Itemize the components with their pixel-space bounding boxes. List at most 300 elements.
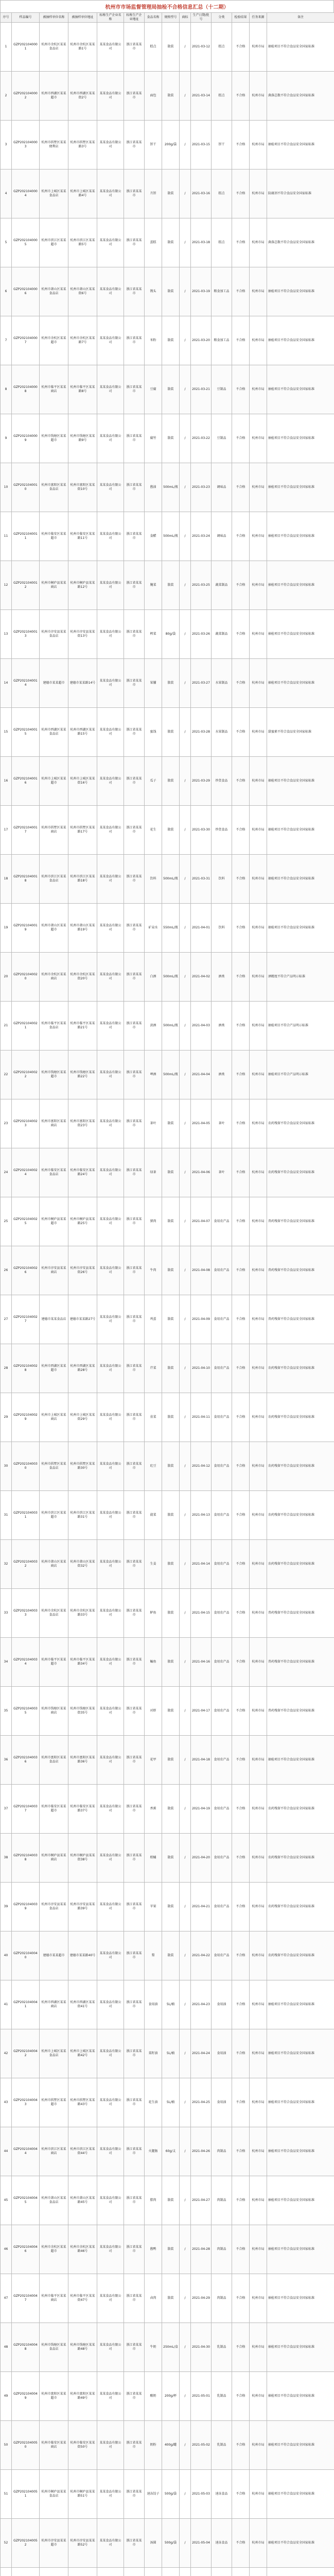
table-cell: /: [180, 23, 191, 72]
table-cell: 某某食品有限公司: [97, 659, 124, 708]
table-cell: 散装: [162, 1197, 180, 1246]
table-cell: 杭州市局: [250, 2078, 267, 2127]
table-cell: 2021-03-18: [191, 218, 212, 267]
table-cell: 杭州市临平区某某食品店: [40, 1002, 68, 1050]
table-cell: 杭州市局: [250, 2470, 267, 2519]
table-cell: GZP2021040004: [12, 170, 40, 218]
table-cell: 饼干: [212, 121, 232, 170]
table-cell: 食用农产品: [212, 1687, 232, 1736]
table-cell: 杭州市余杭区某某路33号: [68, 1589, 97, 1638]
table-cell: /: [180, 267, 191, 316]
table-cell: 某某食品有限公司: [97, 2274, 124, 2323]
table-cell: 500mL/瓶: [162, 1002, 180, 1050]
table-row: [1, 1931, 334, 1980]
table-cell: 白酒: [145, 953, 162, 1002]
table-cell: 2021-03-22: [191, 414, 212, 463]
table-cell: 浙江省某某市: [124, 316, 145, 365]
table-cell: 不合格: [232, 1883, 250, 1931]
table-cell: 杭州市上城区某某食品店: [40, 170, 68, 218]
table-cell: 某某食品有限公司: [97, 1736, 124, 1785]
table-cell: 杭州市局: [250, 2519, 267, 2568]
column-header: 被抽样单位名称: [40, 13, 68, 23]
table-cell: 浙江省某某市: [124, 1834, 145, 1883]
table-cell: [212, 2568, 232, 2576]
table-cell: 2021-04-12: [191, 1442, 212, 1491]
table-cell: 某某食品有限公司: [97, 1002, 124, 1050]
table-cell: 抽检项目不符合食品安全国家标准: [267, 463, 334, 512]
table-cell: 牛奶: [145, 2323, 162, 2372]
table-cell: 杭州市局: [250, 561, 267, 610]
table-row: [1, 1540, 334, 1589]
table-cell: 不合格: [232, 1589, 250, 1638]
table-cell: 散装: [162, 72, 180, 121]
table-cell: 杭州市临安区某某超市: [40, 512, 68, 561]
table-cell: 不合格: [232, 2078, 250, 2127]
table-cell: 浙江省某某市: [124, 2274, 145, 2323]
table-row: [1, 72, 334, 121]
table-row: [1, 1246, 334, 1295]
table-cell: 2021-04-25: [191, 2078, 212, 2127]
table-cell: 某某食品有限公司: [97, 1931, 124, 1980]
table-cell: 食用农产品: [212, 1197, 232, 1246]
table-cell: 散装: [162, 1931, 180, 1980]
table-cell: 不合格: [232, 2176, 250, 2225]
table-cell: 某某食品有限公司: [97, 2421, 124, 2470]
table-cell: /: [180, 1736, 191, 1785]
table-cell: 浙江省某某市: [124, 2029, 145, 2078]
table-cell: 牛肉: [145, 1246, 162, 1295]
table-cell: 散装: [162, 1099, 180, 1148]
table-cell: 杭州市余杭区某某路1号: [68, 23, 97, 72]
table-cell: 杭州市余杭区某某超市: [40, 316, 68, 365]
table-cell: 抽检项目不符合食品安全国家标准: [267, 610, 334, 659]
table-cell: GZP2021040047: [12, 2274, 40, 2323]
table-cell: 散装: [162, 561, 180, 610]
table-cell: 食用农产品: [212, 1491, 232, 1540]
table-cell: 粮食加工品: [212, 316, 232, 365]
table-cell: 2021-03-28: [191, 708, 212, 757]
table-cell: 肉制品: [212, 2176, 232, 2225]
table-cell: 某某食品有限公司: [97, 2127, 124, 2176]
table-cell: 粮食加工品: [212, 267, 232, 316]
table-cell: 馒头: [145, 267, 162, 316]
table-cell: 杭州市局: [250, 365, 267, 414]
table-cell: 矿泉水: [145, 904, 162, 953]
table-row: [1, 1980, 334, 2029]
table-cell: 腐竹: [145, 414, 162, 463]
table-row: [1, 2127, 334, 2176]
table-row: [1, 463, 334, 512]
column-header: 序号: [1, 13, 12, 23]
table-cell: 不合格: [232, 2323, 250, 2372]
table-cell: 速冻食品: [212, 2470, 232, 2519]
table-cell: 建德市某某食品店: [40, 1295, 68, 1344]
table-cell: 浙江省某某市: [124, 512, 145, 561]
table-cell: 杭州市局: [250, 316, 267, 365]
table-cell: 不合格: [232, 1050, 250, 1099]
table-cell: 23: [1, 1099, 12, 1148]
table-cell: 汤圆: [145, 2519, 162, 2568]
table-cell: /: [180, 757, 191, 806]
table-cell: 韭菜: [145, 1393, 162, 1442]
table-cell: /: [180, 904, 191, 953]
table-cell: GZP2021040020: [12, 953, 40, 1002]
table-cell: 10: [1, 463, 12, 512]
table-cell: 浙江省某某市: [124, 904, 145, 953]
table-cell: 农药残留不符合食品安全国家标准: [267, 1442, 334, 1491]
table-cell: 杭州市淳安县某某食品店: [40, 610, 68, 659]
table-cell: 11: [1, 512, 12, 561]
table-cell: 茶叶: [212, 1148, 232, 1197]
table-cell: 农药残留不符合食品安全国家标准: [267, 1099, 334, 1148]
table-cell: 杭州市局: [250, 2127, 267, 2176]
table-cell: 某某食品有限公司: [97, 316, 124, 365]
table-cell: 某某食品有限公司: [97, 2519, 124, 2568]
table-cell: /: [180, 855, 191, 904]
table-cell: 杭州市富阳区某某商店: [40, 1099, 68, 1148]
table-cell: 46: [1, 2225, 12, 2274]
table-cell: 浙江省某某市: [124, 1197, 145, 1246]
table-cell: 面包: [145, 72, 162, 121]
table-cell: 不合格: [232, 365, 250, 414]
table-cell: 41: [1, 1980, 12, 2029]
table-cell: 食用农产品: [212, 1931, 232, 1980]
table-cell: 浙江省某某市: [124, 1883, 145, 1931]
table-cell: 某某食品有限公司: [97, 953, 124, 1002]
table-cell: 2021-04-07: [191, 1197, 212, 1246]
table-cell: 杭州市滨江区某某路31号: [68, 1491, 97, 1540]
table-cell: 2021-04-03: [191, 1002, 212, 1050]
table-cell: 散装: [162, 1148, 180, 1197]
table-cell: 2021-03-14: [191, 72, 212, 121]
table-cell: /: [180, 2372, 191, 2421]
table-cell: 5L/桶: [162, 2078, 180, 2127]
table-cell: 52: [1, 2519, 12, 2568]
table-cell: 2021-03-25: [191, 561, 212, 610]
table-cell: /: [180, 2323, 191, 2372]
table-cell: 速冻食品: [212, 2519, 232, 2568]
table-row: [1, 2078, 334, 2127]
table-cell: /: [180, 2470, 191, 2519]
table-cell: 杭州市桐庐县某某商店: [40, 561, 68, 610]
table-cell: 杭州市余杭区某某路46号: [68, 2225, 97, 2274]
table-cell: 51: [1, 2470, 12, 2519]
table-cell: 杭州市局: [250, 1099, 267, 1148]
table-cell: GZP2021040007: [12, 316, 40, 365]
table-cell: 39: [1, 1883, 12, 1931]
table-cell: GZP2021040027: [12, 1295, 40, 1344]
table-cell: GZP2021040005: [12, 218, 40, 267]
table-row: [1, 1491, 334, 1540]
table-cell: 散装: [162, 1491, 180, 1540]
table-cell: 杭州市萧山区某某商店: [40, 1540, 68, 1589]
table-cell: 散装: [162, 267, 180, 316]
table-cell: 500g/袋: [162, 2470, 180, 2519]
table-cell: 某某食品有限公司: [97, 708, 124, 757]
table-cell: 杭州市桐庐县某某商店: [40, 1834, 68, 1883]
table-cell: 不合格: [232, 1002, 250, 1050]
table-cell: 杭州市萧山区某某超市: [40, 904, 68, 953]
table-header-row: [1, 13, 334, 23]
table-cell: 5: [1, 218, 12, 267]
table-cell: 杭州市余杭区某某商店: [40, 953, 68, 1002]
table-cell: 建德市某某路27号: [68, 1295, 97, 1344]
table-cell: 2021-04-17: [191, 1687, 212, 1736]
table-cell: 猪肉: [145, 1197, 162, 1246]
table-cell: 2021-03-16: [191, 170, 212, 218]
table-cell: GZP2021040019: [12, 904, 40, 953]
table-cell: 22: [1, 1050, 12, 1099]
table-cell: 不合格: [232, 1687, 250, 1736]
table-cell: 5L/桶: [162, 1980, 180, 2029]
table-cell: 不合格: [232, 757, 250, 806]
table-cell: 不合格: [232, 1736, 250, 1785]
table-cell: 杭州市局: [250, 855, 267, 904]
table-cell: 杭州市局: [250, 610, 267, 659]
table-cell: GZP2021040041: [12, 1980, 40, 2029]
table-cell: 调味品: [212, 463, 232, 512]
table-cell: 杭州市临安区某某食品店: [40, 1148, 68, 1197]
table-cell: [40, 2568, 68, 2576]
table-cell: 2021-04-06: [191, 1148, 212, 1197]
table-cell: 乳制品: [212, 2323, 232, 2372]
table-cell: 杭州市局: [250, 1785, 267, 1834]
table-cell: 散装: [162, 1638, 180, 1687]
table-cell: 抽检项目不符合食品安全国家标准: [267, 904, 334, 953]
table-cell: 抽检项目不符合食品安全国家标准: [267, 1736, 334, 1785]
table-cell: 鳊鱼: [145, 1638, 162, 1687]
table-cell: 6: [1, 267, 12, 316]
table-cell: 1: [1, 23, 12, 72]
table-cell: 杭州市局: [250, 1687, 267, 1736]
table-cell: 杭州市西湖区某某食品店: [40, 708, 68, 757]
table-cell: 2021-05-02: [191, 2421, 212, 2470]
table-cell: 杭州市局: [250, 1344, 267, 1393]
table-cell: /: [180, 1393, 191, 1442]
table-cell: 500mL/瓶: [162, 855, 180, 904]
table-cell: 酒类: [212, 1002, 232, 1050]
table-cell: 19: [1, 904, 12, 953]
table-cell: 果脯: [145, 659, 162, 708]
table-cell: 杭州市淳安县某某食品店: [40, 1883, 68, 1931]
table-cell: 杭州市局: [250, 1589, 267, 1638]
table-cell: 散装: [162, 1246, 180, 1295]
table-cell: 某某食品有限公司: [97, 414, 124, 463]
table-cell: 2021-04-16: [191, 1638, 212, 1687]
table-cell: 某某食品有限公司: [97, 1393, 124, 1442]
table-cell: /: [180, 1687, 191, 1736]
table-cell: GZP2021040010: [12, 463, 40, 512]
table-cell: 杭州市临安区某某商店: [40, 2421, 68, 2470]
table-cell: 建德市某某路14号: [68, 659, 97, 708]
table-cell: 浙江省某某市: [124, 414, 145, 463]
table-cell: GZP2021040017: [12, 806, 40, 855]
table-cell: 食用油: [212, 1980, 232, 2029]
table-cell: 抽检项目不符合食品安全国家标准: [267, 757, 334, 806]
table-cell: 2021-04-22: [191, 1931, 212, 1980]
table-cell: 抽检项目不符合食品安全国家标准: [267, 2274, 334, 2323]
table-cell: 不合格: [232, 1785, 250, 1834]
table-cell: 杭州市局: [250, 2029, 267, 2078]
column-header: 标称生产企业地址: [124, 13, 145, 23]
table-cell: GZP2021040015: [12, 708, 40, 757]
table-cell: 杭州市富阳区某某食品店: [40, 463, 68, 512]
table-cell: 建德市某某超市: [40, 659, 68, 708]
table-cell: 不合格: [232, 2470, 250, 2519]
table-cell: 炒货食品: [212, 757, 232, 806]
table-cell: 杭州市局: [250, 121, 267, 170]
table-cell: 豆制品: [212, 365, 232, 414]
table-cell: 散装: [162, 1736, 180, 1785]
table-cell: 杭州市拱墅区某某便利店: [40, 121, 68, 170]
table-cell: GZP2021040018: [12, 855, 40, 904]
table-cell: 食用农产品: [212, 1295, 232, 1344]
table-cell: 啤酒: [145, 1050, 162, 1099]
table-row: [1, 1785, 334, 1834]
table-cell: 某某食品有限公司: [97, 610, 124, 659]
table-cell: 散装: [162, 23, 180, 72]
table-cell: 不合格: [232, 1246, 250, 1295]
table-cell: 某某食品有限公司: [97, 1638, 124, 1687]
table-cell: 500mL/瓶: [162, 463, 180, 512]
table-cell: 某某食品有限公司: [97, 1295, 124, 1344]
table-cell: 35: [1, 1687, 12, 1736]
table-cell: 某某食品有限公司: [97, 170, 124, 218]
table-cell: 菜籽油: [145, 2029, 162, 2078]
table-cell: 浙江省某某市: [124, 1148, 145, 1197]
table-cell: 散装: [162, 806, 180, 855]
table-row: [1, 1638, 334, 1687]
table-cell: 抽检项目不符合食品安全国家标准: [267, 2225, 334, 2274]
table-cell: 浙江省某某市: [124, 1002, 145, 1050]
table-cell: 不合格: [232, 2421, 250, 2470]
table-cell: 25: [1, 1197, 12, 1246]
table-cell: 蜜饯: [145, 708, 162, 757]
table-cell: 甜蜜素不符合食品安全国家标准: [267, 708, 334, 757]
table-cell: 散装: [162, 1295, 180, 1344]
table-cell: 2021-04-02: [191, 953, 212, 1002]
column-header: 规格型号: [162, 13, 180, 23]
table-cell: 5L/桶: [162, 2029, 180, 2078]
table-cell: 生姜: [145, 1540, 162, 1589]
table-cell: 浙江省某某市: [124, 2225, 145, 2274]
table-cell: 浙江省某某市: [124, 1687, 145, 1736]
table-cell: 散装: [162, 1344, 180, 1393]
table-cell: 2021-04-30: [191, 2323, 212, 2372]
table-cell: 抽检项目不符合食品安全国家标准: [267, 23, 334, 72]
table-cell: 散装: [162, 1442, 180, 1491]
table-cell: 杭州市西湖区某某街2号: [68, 72, 97, 121]
table-cell: 2: [1, 72, 12, 121]
table-cell: 杭州市局: [250, 1736, 267, 1785]
table-cell: 13: [1, 610, 12, 659]
table-cell: 柑橘: [145, 1834, 162, 1883]
table-cell: 某某食品有限公司: [97, 72, 124, 121]
table-cell: 浙江省某某市: [124, 855, 145, 904]
table-cell: 浙江省某某市: [124, 1491, 145, 1540]
table-cell: 杭州市余杭区某某食品店: [40, 23, 68, 72]
table-row: [1, 953, 334, 1002]
table-cell: 不合格: [232, 1491, 250, 1540]
column-header: 商标: [180, 13, 191, 23]
table-cell: 杭州市局: [250, 2274, 267, 2323]
table-cell: 杭州市临安区某某路11号: [68, 512, 97, 561]
table-cell: 2021-04-18: [191, 1736, 212, 1785]
table-cell: /: [180, 1099, 191, 1148]
table-cell: 抽检项目不符合食品安全国家标准: [267, 2078, 334, 2127]
table-cell: 2021-04-08: [191, 1246, 212, 1295]
table-cell: 某某食品有限公司: [97, 1687, 124, 1736]
table-cell: 食用油: [212, 2078, 232, 2127]
table-cell: 不合格: [232, 1148, 250, 1197]
table-cell: 浙江省某某市: [124, 267, 145, 316]
table-cell: 2021-04-13: [191, 1491, 212, 1540]
table-cell: 43: [1, 2078, 12, 2127]
table-cell: /: [180, 2274, 191, 2323]
table-cell: /: [180, 2078, 191, 2127]
table-cell: 食用农产品: [212, 1344, 232, 1393]
table-cell: GZP2021040036: [12, 1736, 40, 1785]
table-cell: 酒精度不符合产品明示标准: [267, 953, 334, 1002]
table-cell: 杭州市钱塘区某某路48号: [68, 2323, 97, 2372]
table-cell: 2021-04-11: [191, 1393, 212, 1442]
table-cell: 200g/袋: [162, 121, 180, 170]
table-cell: 抽检项目不符合食品安全国家标准: [267, 806, 334, 855]
table-cell: 杭州市钱塘区某某街35号: [68, 1687, 97, 1736]
table-row: [1, 1099, 334, 1148]
table-cell: 杭州市局: [250, 1883, 267, 1931]
column-header: 生产日期/批号: [191, 13, 212, 23]
table-cell: 浙江省某某市: [124, 610, 145, 659]
table-cell: 农药残留不符合食品安全国家标准: [267, 1883, 334, 1931]
table-row: [1, 708, 334, 757]
table-cell: /: [180, 1883, 191, 1931]
table-cell: 2021-03-26: [191, 610, 212, 659]
table-cell: GZP2021040002: [12, 72, 40, 121]
table-cell: 杭州市淳安县某某街13号: [68, 610, 97, 659]
table-cell: 200g/杯: [162, 2372, 180, 2421]
table-cell: 45: [1, 2176, 12, 2225]
table-cell: GZP2021040031: [12, 1491, 40, 1540]
table-cell: 杭州市钱塘区某某路9号: [68, 414, 97, 463]
table-cell: 不合格: [232, 2127, 250, 2176]
table-cell: 500mL/瓶: [162, 953, 180, 1002]
table-cell: 食醋: [145, 512, 162, 561]
table-cell: 杭州市富阳区某某超市: [40, 2372, 68, 2421]
table-cell: 浙江省某某市: [124, 2127, 145, 2176]
table-cell: /: [180, 170, 191, 218]
table-cell: 杭州市钱塘区某某超市: [40, 1050, 68, 1099]
table-cell: 酒类: [212, 953, 232, 1002]
table-cell: 2021-03-21: [191, 365, 212, 414]
table-cell: /: [180, 953, 191, 1002]
table-cell: /: [180, 659, 191, 708]
table-cell: 杭州市余杭区某某超市: [40, 2225, 68, 2274]
table-row: [1, 855, 334, 904]
table-cell: 抽检项目不符合食品安全国家标准: [267, 2421, 334, 2470]
table-cell: GZP2021040003: [12, 121, 40, 170]
table-cell: 杭州市萧山区某某路45号: [68, 2176, 97, 2225]
table-cell: 14: [1, 659, 12, 708]
table-cell: 抽检项目不符合食品安全国家标准: [267, 414, 334, 463]
table-cell: 杭州市局: [250, 2225, 267, 2274]
table-cell: 3: [1, 121, 12, 170]
table-cell: 杭州市局: [250, 1638, 267, 1687]
table-cell: 不合格: [232, 316, 250, 365]
table-cell: 抽检项目不符合食品安全国家标准: [267, 2127, 334, 2176]
table-cell: 浙江省某某市: [124, 561, 145, 610]
table-cell: 31: [1, 1491, 12, 1540]
